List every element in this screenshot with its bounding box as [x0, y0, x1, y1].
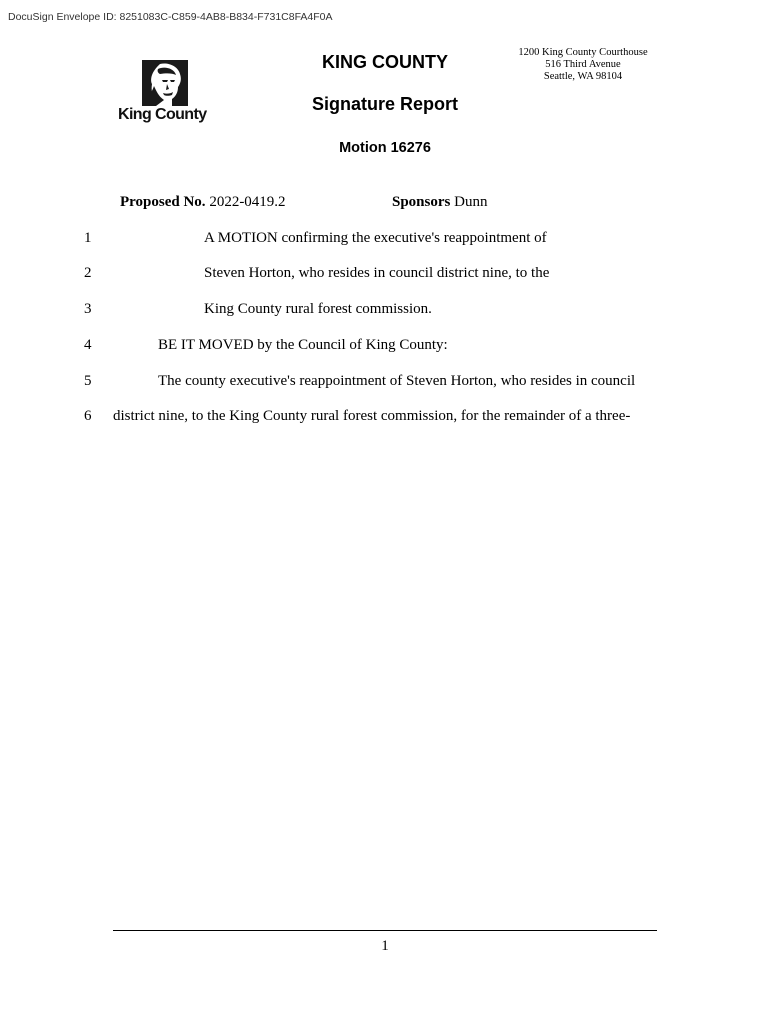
proposed-number — [120, 194, 286, 211]
county-title: KING COUNTY — [322, 52, 448, 72]
line-number: 1 — [84, 230, 92, 246]
king-county-logo — [118, 60, 214, 130]
line-text: The county executive's reappointment of Steven Horton, who resides in council — [158, 373, 636, 389]
line-text: King County rural forest commission. — [204, 301, 432, 317]
sponsors-value: Dunn — [454, 194, 488, 210]
line-text: BE IT MOVED by the Council of King County: — [158, 337, 448, 353]
docusign-envelope-id: DocuSign Envelope ID: 8251083C-C859-4AB8-B834-F731C8FA4F0A — [8, 11, 333, 23]
line-text: Steven Horton, who resides in council district nine, to the — [204, 265, 550, 281]
address-line: 1200 King County Courthouse — [518, 47, 648, 58]
proposed-value: 2022-0419.2 — [209, 194, 286, 210]
motion-number: Motion 16276 — [339, 140, 431, 156]
address-line: 516 Third Avenue — [545, 59, 621, 70]
proposed-label: Proposed No. — [120, 194, 206, 210]
footer-divider — [113, 930, 657, 931]
line-text: district nine, to the King County rural forest commission, for the remainder of a three- — [113, 408, 631, 424]
logo-wordmark: King County — [118, 106, 207, 123]
line-number: 2 — [84, 265, 92, 281]
line-number: 5 — [84, 373, 92, 389]
sponsors — [392, 194, 487, 211]
king-county-mlk-portrait-icon — [142, 60, 188, 106]
address-line: Seattle, WA 98104 — [543, 71, 623, 82]
sponsors-label: Sponsors — [392, 194, 451, 210]
page-number: 1 — [381, 938, 389, 954]
line-text: A MOTION confirming the executive's reappointment of — [204, 230, 547, 246]
line-number: 4 — [84, 337, 92, 353]
address-block — [508, 47, 658, 83]
report-title: Signature Report — [311, 94, 458, 114]
line-number: 6 — [84, 408, 92, 424]
line-number: 3 — [84, 301, 92, 317]
